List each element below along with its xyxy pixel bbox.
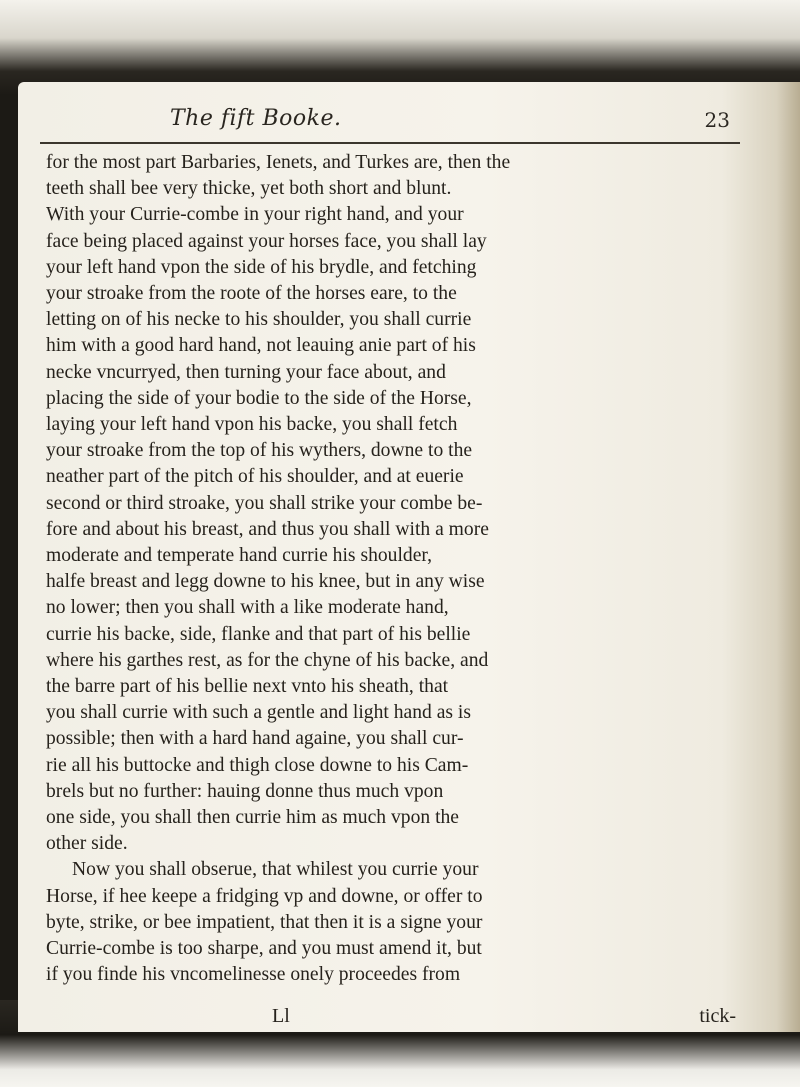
text-line: second or third stroake, you shall strike your combe be-: [46, 492, 483, 514]
text-line: your stroake from the top of his wythers, downe to the: [46, 440, 473, 462]
text-line: neather part of the pitch of his shoulder, and at euerie: [46, 466, 464, 488]
header-rule: [40, 142, 740, 144]
text-line: you shall currie with such a gentle and light hand as is: [46, 702, 471, 724]
text-line: letting on of his necke to his shoulder, you shall currie: [46, 309, 472, 331]
text-line: brels but no further: hauing donne thus much vpon: [46, 780, 444, 802]
text-line: other side.: [46, 833, 128, 855]
text-line: possible; then with a hard hand againe, you shall cur-: [46, 728, 464, 750]
text-line: With your Currie-combe in your right hand, and your: [46, 204, 464, 226]
text-line: Now you shall obserue, that whilest you currie your: [72, 859, 479, 881]
text-line: face being placed against your horses face, you shall lay: [46, 230, 487, 252]
text-line: no lower; then you shall with a like moderate hand,: [46, 597, 449, 619]
text-line: for the most part Barbaries, Ienets, and Turkes are, then the: [46, 152, 511, 173]
page-header: [40, 98, 730, 148]
body-text: [46, 150, 736, 989]
text-line: currie his backe, side, flanke and that part of his bellie: [46, 623, 471, 645]
text-line: necke vncurryed, then turning your face about, and: [46, 361, 446, 383]
text-line: one side, you shall then currie him as much vpon the: [46, 807, 460, 829]
text-line: rie all his buttocke and thigh close downe to his Cam-: [46, 754, 469, 776]
text-line: placing the side of your bodie to the side of the Horse,: [46, 387, 472, 409]
text-line: him with a good hard hand, not leauing anie part of his: [46, 335, 476, 357]
text-line: laying your left hand vpon his backe, you shall fetch: [46, 414, 458, 436]
catchword: tick-: [699, 1005, 736, 1027]
text-line: halfe breast and legg downe to his knee, but in any wise: [46, 571, 485, 593]
text-line: Horse, if hee keepe a fridging vp and downe, or offer to: [46, 885, 483, 907]
text-line: your stroake from the roote of the horses eare, to the: [46, 283, 457, 305]
scan-top-edge: [0, 0, 800, 95]
text-line: if you finde his vncomelinesse onely proceedes from: [46, 964, 461, 986]
text-line: where his garthes rest, as for the chyne of his backe, and: [46, 649, 489, 671]
text-line: teeth shall bee very thicke, yet both short and blunt.: [46, 178, 452, 200]
text-line: byte, strike, or bee impatient, that then it is a signe your: [46, 911, 483, 933]
text-line: the barre part of his bellie next vnto his sheath, that: [46, 676, 449, 698]
text-line: moderate and temperate hand currie his shoulder,: [46, 545, 433, 567]
running-title: The fift Booke.: [170, 106, 342, 131]
page-footer: [46, 1005, 736, 1035]
text-line: your left hand vpon the side of his brydle, and fetching: [46, 256, 477, 278]
text-line: fore and about his breast, and thus you shall with a more: [46, 518, 489, 540]
text-line: Currie-combe is too sharpe, and you must amend it, but: [46, 938, 482, 960]
signature-mark: Ll: [272, 1005, 290, 1027]
page-number: 23: [704, 108, 730, 132]
